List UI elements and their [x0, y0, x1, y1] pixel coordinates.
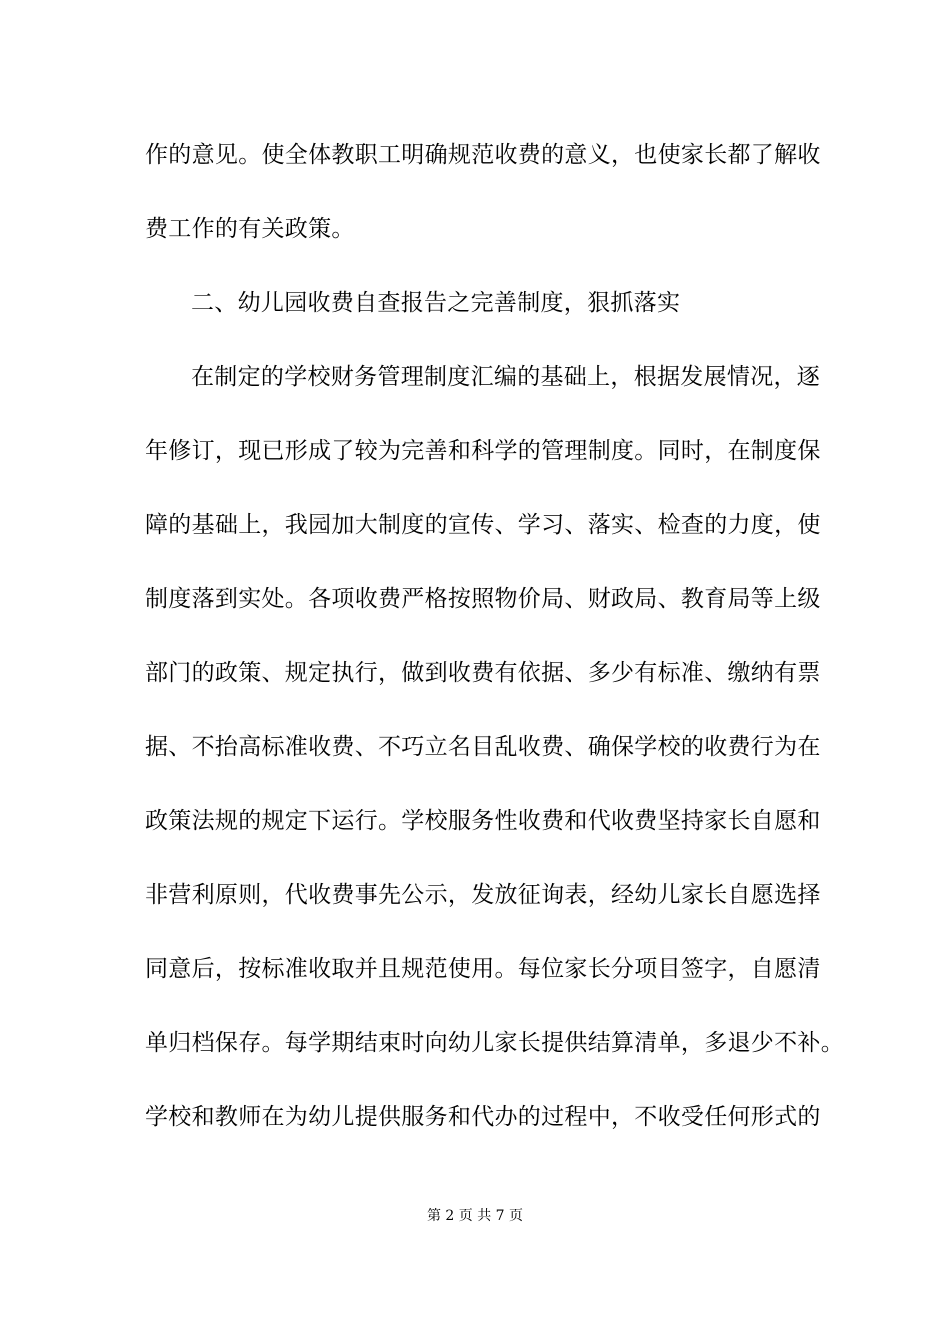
text-line: 学校和教师在为幼儿提供服务和代办的过程中，不收受任何形式的 [145, 1104, 821, 1130]
text-line: 同意后，按标准收取并且规范使用。每位家长分项目签字，自愿清 [145, 956, 821, 982]
text-line: 作的意见。使全体教职工明确规范收费的意义，也使家长都了解收 [145, 142, 821, 168]
body-text [145, 131, 844, 1167]
text-line: 费工作的有关政策。 [145, 216, 355, 242]
section-heading: 二、幼儿园收费自查报告之完善制度，狠抓落实 [191, 290, 681, 316]
text-line: 制度落到实处。各项收费严格按照物价局、财政局、教育局等上级 [145, 586, 821, 612]
text-line: 年修订，现已形成了较为完善和科学的管理制度。同时，在制度保 [145, 438, 821, 464]
text-line: 非营利原则，代收费事先公示，发放征询表，经幼儿家长自愿选择 [145, 882, 821, 908]
text-line: 政策法规的规定下运行。学校服务性收费和代收费坚持家长自愿和 [145, 808, 821, 834]
text-line: 在制定的学校财务管理制度汇编的基础上，根据发展情况，逐 [191, 364, 821, 390]
text-line: 单归档保存。每学期结束时向幼儿家长提供结算清单，多退少不补。 [145, 1030, 844, 1056]
text-line: 部门的政策、规定执行，做到收费有依据、多少有标准、缴纳有票 [145, 660, 821, 686]
text-line: 据、不抬高标准收费、不巧立名目乱收费、确保学校的收费行为在 [145, 734, 821, 760]
text-line: 障的基础上，我园加大制度的宣传、学习、落实、检查的力度，使 [145, 512, 821, 538]
page-number: 第 2 页 共 7 页 [426, 1208, 524, 1224]
